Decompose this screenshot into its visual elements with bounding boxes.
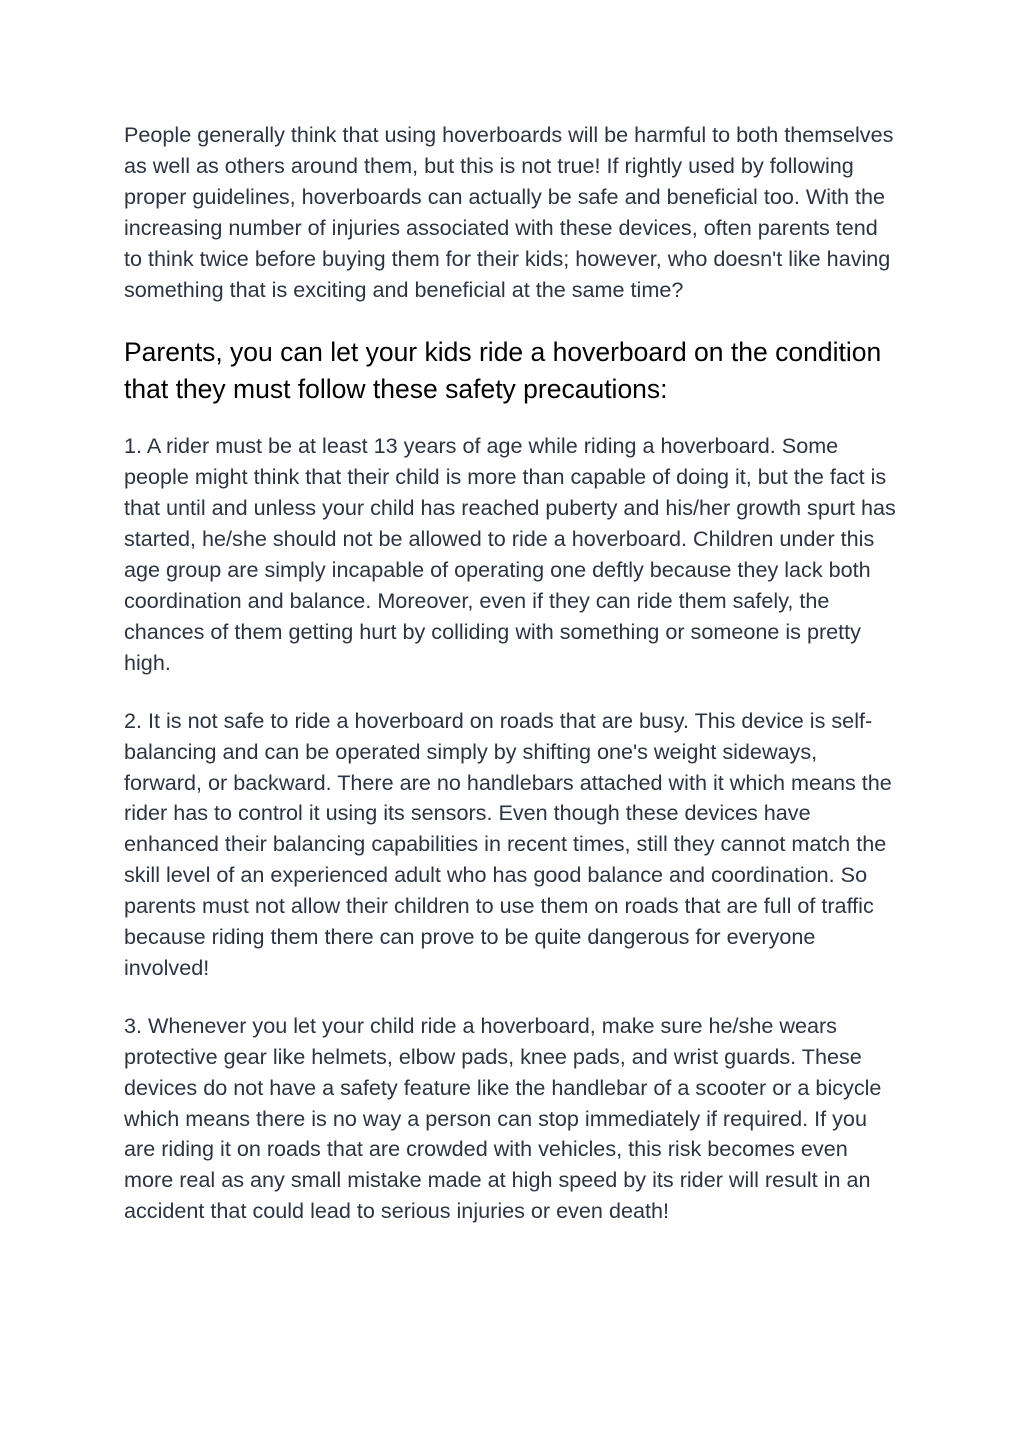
safety-point-1: 1. A rider must be at least 13 years of age while riding a hoverboard. Some people might think that their child is more than capable of doing it, but the fact is that until and unless your child has reached puberty and his/her growth spurt has started, he/she should not be allowed to ride a hoverboard. Children under this age group are simply incapable of operating one deftly because they lack both coordination and balance. Moreover, even if they can ride them safely, the chances of them getting hurt by colliding with something or someone is pretty high. xyxy=(124,433,896,675)
section-heading: Parents, you can let your kids ride a hoverboard on the condition that they must follow these safety precautions: xyxy=(124,337,882,404)
document-page xyxy=(124,120,900,1227)
intro-paragraph: People generally think that using hoverboards will be harmful to both themselves as well as others around them, but this is not true! If rightly used by following proper guidelines, hoverboards can actually be safe and beneficial too. With the increasing number of injuries associated with these devices, often parents tend to think twice before buying them for their kids; however, who doesn't like having something that is exciting and beneficial at the same time? xyxy=(124,122,894,302)
safety-point-3: 3. Whenever you let your child ride a hoverboard, make sure he/she wears protective gear like helmets, elbow pads, knee pads, and wrist guards. These devices do not have a safety feature like the handlebar of a scooter or a bicycle which means there is no way a person can stop immediately if required. If you are riding it on roads that are crowded with vehicles, this risk becomes even more real as any small mistake made at high speed by its rider will result in an accident that could lead to serious injuries or even death! xyxy=(124,1012,882,1224)
safety-point-2: 2. It is not safe to ride a hoverboard on roads that are busy. This device is self-balancing and can be operated simply by shifting one's weight sideways, forward, or backward. There are no handlebars attached with it which means the rider has to control it using its sensors. Even though these devices have enhanced their balancing capabilities in recent times, still they cannot match the skill level of an experienced adult who has good balance and coordination. So parents must not allow their children to use them on roads that are full of traffic because riding them there can prove to be quite dangerous for everyone involved! xyxy=(124,707,892,980)
